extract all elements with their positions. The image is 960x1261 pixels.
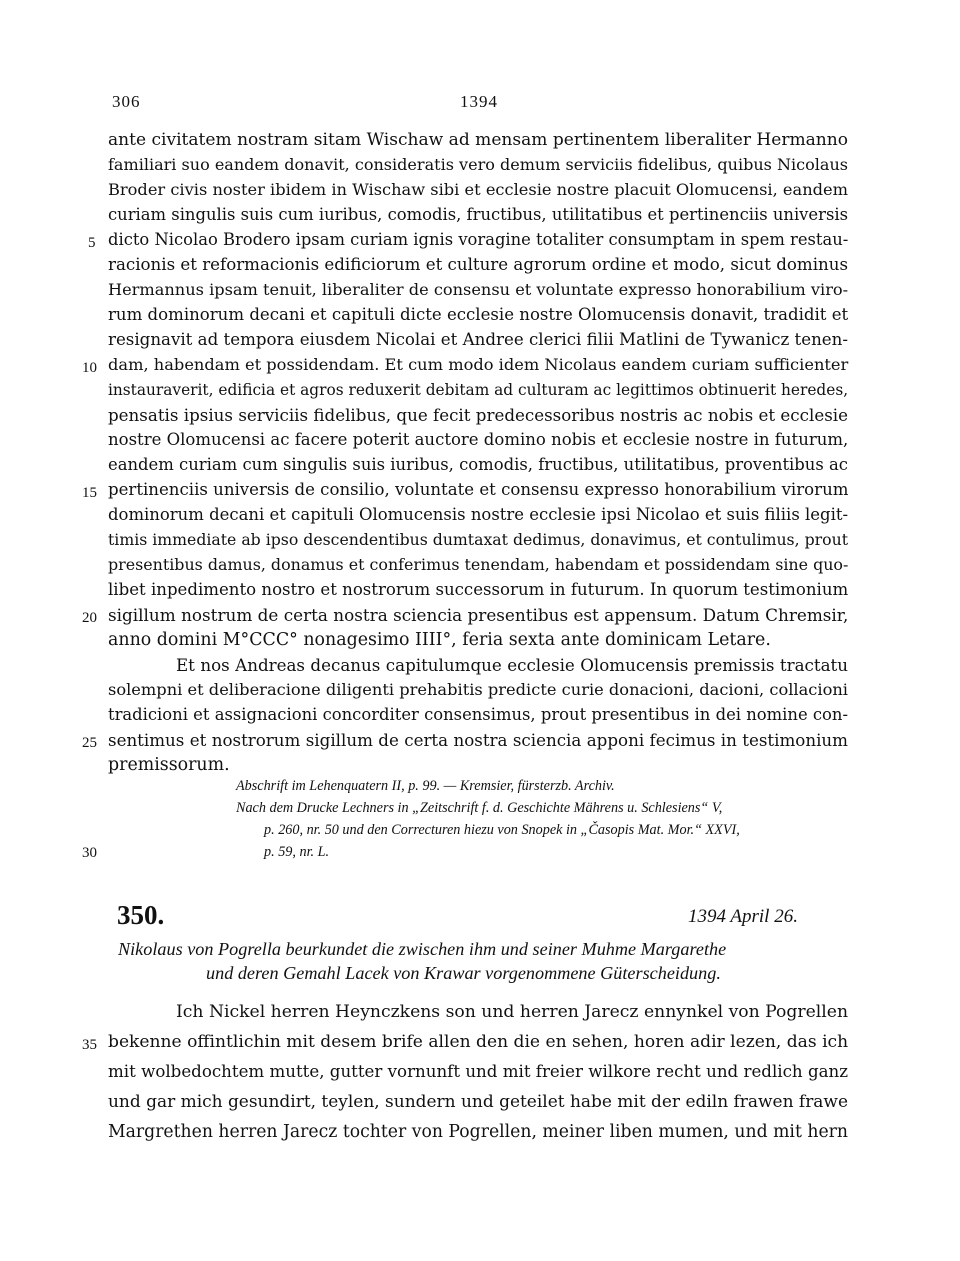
- source-note: Abschrift im Lehenquatern II, p. 99. — Kremsier, fürsterzb. Archiv.: [236, 778, 615, 794]
- text-line: eandem curiam cum singulis suis iuribus, comodis, fructibus, utilitatibus, proventibus ac: [108, 455, 848, 474]
- text-line: nostre Olomucensi ac facere poterit auctore domino nobis et ecclesie nostre in futurum,: [108, 430, 849, 449]
- line-number: 25: [82, 735, 97, 751]
- text-line: ante civitatem nostram sitam Wischaw ad mensam pertinentem liberaliter Hermanno: [108, 130, 848, 150]
- text-line: dominorum decani et capituli Olomucensis nostre ecclesie ipsi Nicolao et suis filiis legit-: [108, 505, 848, 524]
- document-number: 350.: [117, 900, 165, 930]
- running-header: [112, 92, 848, 116]
- text-line: instauraverit, edificia et agros reduxerit debitam ad culturam ac legittimos obtinuerit heredes,: [108, 381, 849, 399]
- source-note: p. 59, nr. L.: [264, 844, 330, 860]
- text-line: familiari suo eandem donavit, consideratis vero demum serviciis fidelibus, quibus Nicolaus: [108, 155, 849, 174]
- regest-line: Nikolaus von Pogrella beurkundet die zwischen ihm und seiner Muhme Margarethe: [118, 939, 727, 959]
- page-number: 306: [112, 92, 141, 111]
- text-line: sigillum nostrum de certa nostra sciencia presentibus est appensum. Datum Chremsir,: [108, 605, 849, 625]
- document-date: 1394 April 26.: [688, 906, 798, 927]
- text-line: Ich Nickel herren Heynczkens son und herren Jarecz ennynkel von Pogrellen: [176, 1002, 849, 1022]
- text-line: pertinenciis universis de consilio, voluntate et consensu expresso honorabilium virorum: [108, 480, 849, 499]
- source-note: Nach dem Drucke Lechners in „Zeitschrift f. d. Geschichte Mährens u. Schlesiens“ V,: [236, 800, 723, 816]
- text-line: tradicioni et assignacioni concorditer consensimus, prout presentibus in dei nomine con-: [108, 705, 848, 724]
- header-year: 1394: [460, 92, 498, 111]
- text-line: Et nos Andreas decanus capitulumque ecclesie Olomucensis premissis tractatu: [176, 655, 848, 675]
- text-line: Broder civis noster ibidem in Wischaw sibi et ecclesie nostre placuit Olomucensi, eandem: [108, 180, 848, 199]
- text-line: solempni et deliberacione diligenti prehabitis predicte curie donacioni, dacioni, collacioni: [108, 680, 848, 699]
- text-line: Margrethen herren Jarecz tochter von Pogrellen, meiner liben mumen, und mit hern: [108, 1122, 848, 1142]
- text-line: pensatis ipsius serviciis fidelibus, que fecit predecessoribus nostris ac nobis et ecclesie: [108, 405, 848, 425]
- text-line: resignavit ad tempora eiusdem Nicolai et Andree clerici filii Matlini de Tywanicz tenen-: [108, 330, 848, 349]
- line-number: 5: [88, 235, 96, 251]
- text-line: sentimus et nostrorum sigillum de certa nostra sciencia apponi fecimus in testimonium: [108, 730, 848, 750]
- line-number: 30: [82, 845, 97, 861]
- text-line: Hermannus ipsam tenuit, liberaliter de consensu et voluntate expresso honorabilium viro-: [108, 280, 849, 299]
- text-line: racionis et reformacionis edificiorum et culture agrorum ordine et modo, sicut dominus: [108, 255, 848, 274]
- text-line: dicto Nicolao Brodero ipsam curiam ignis voragine totaliter consumptam in spem restau-: [108, 230, 849, 249]
- text-line: anno domini M°CCC° nonagesimo IIII°, feria sexta ante dominicam Letare.: [108, 630, 771, 650]
- text-line: rum dominorum decani et capituli dicte ecclesie nostre Olomucensis donavit, tradidit et: [108, 305, 849, 324]
- regest-line: und deren Gemahl Lacek von Krawar vorgenommene Güterscheidung.: [206, 963, 721, 983]
- text-line: curiam singulis suis cum iuribus, comodis, fructibus, utilitatibus et pertinenciis universis: [108, 205, 848, 224]
- text-line: und gar mich gesundirt, teylen, sundern und geteilet habe mit der ediln frawen frawe: [108, 1092, 848, 1112]
- line-number: 20: [82, 610, 97, 626]
- line-number: 35: [82, 1037, 97, 1053]
- text-line: libet inpedimento nostro et nostrorum successorum in futurum. In quorum testimonium: [108, 580, 849, 599]
- line-number: 15: [82, 485, 97, 501]
- text-line: bekenne offintlichin mit desem brife allen den die en sehen, horen adir lezen, das ich: [108, 1032, 849, 1052]
- text-line: timis immediate ab ipso descendentibus dumtaxat dedimus, donavimus, et contulimus, prout: [108, 530, 848, 549]
- source-note: p. 260, nr. 50 und den Correcturen hiezu von Snopek in „Časopis Mat. Mor.“ XXVI,: [264, 822, 740, 838]
- text-line: premissorum.: [108, 755, 230, 775]
- text-line: presentibus damus, donamus et conferimus tenendam, habendam et possidendam sine quo-: [108, 555, 849, 574]
- line-number: 10: [82, 360, 97, 376]
- text-line: dam, habendam et possidendam. Et cum modo idem Nicolaus eandem curiam sufficienter: [108, 355, 849, 374]
- text-line: mit wolbedochtem mutte, gutter vornunft und mit freier wilkore recht und redlich ganz: [108, 1062, 848, 1081]
